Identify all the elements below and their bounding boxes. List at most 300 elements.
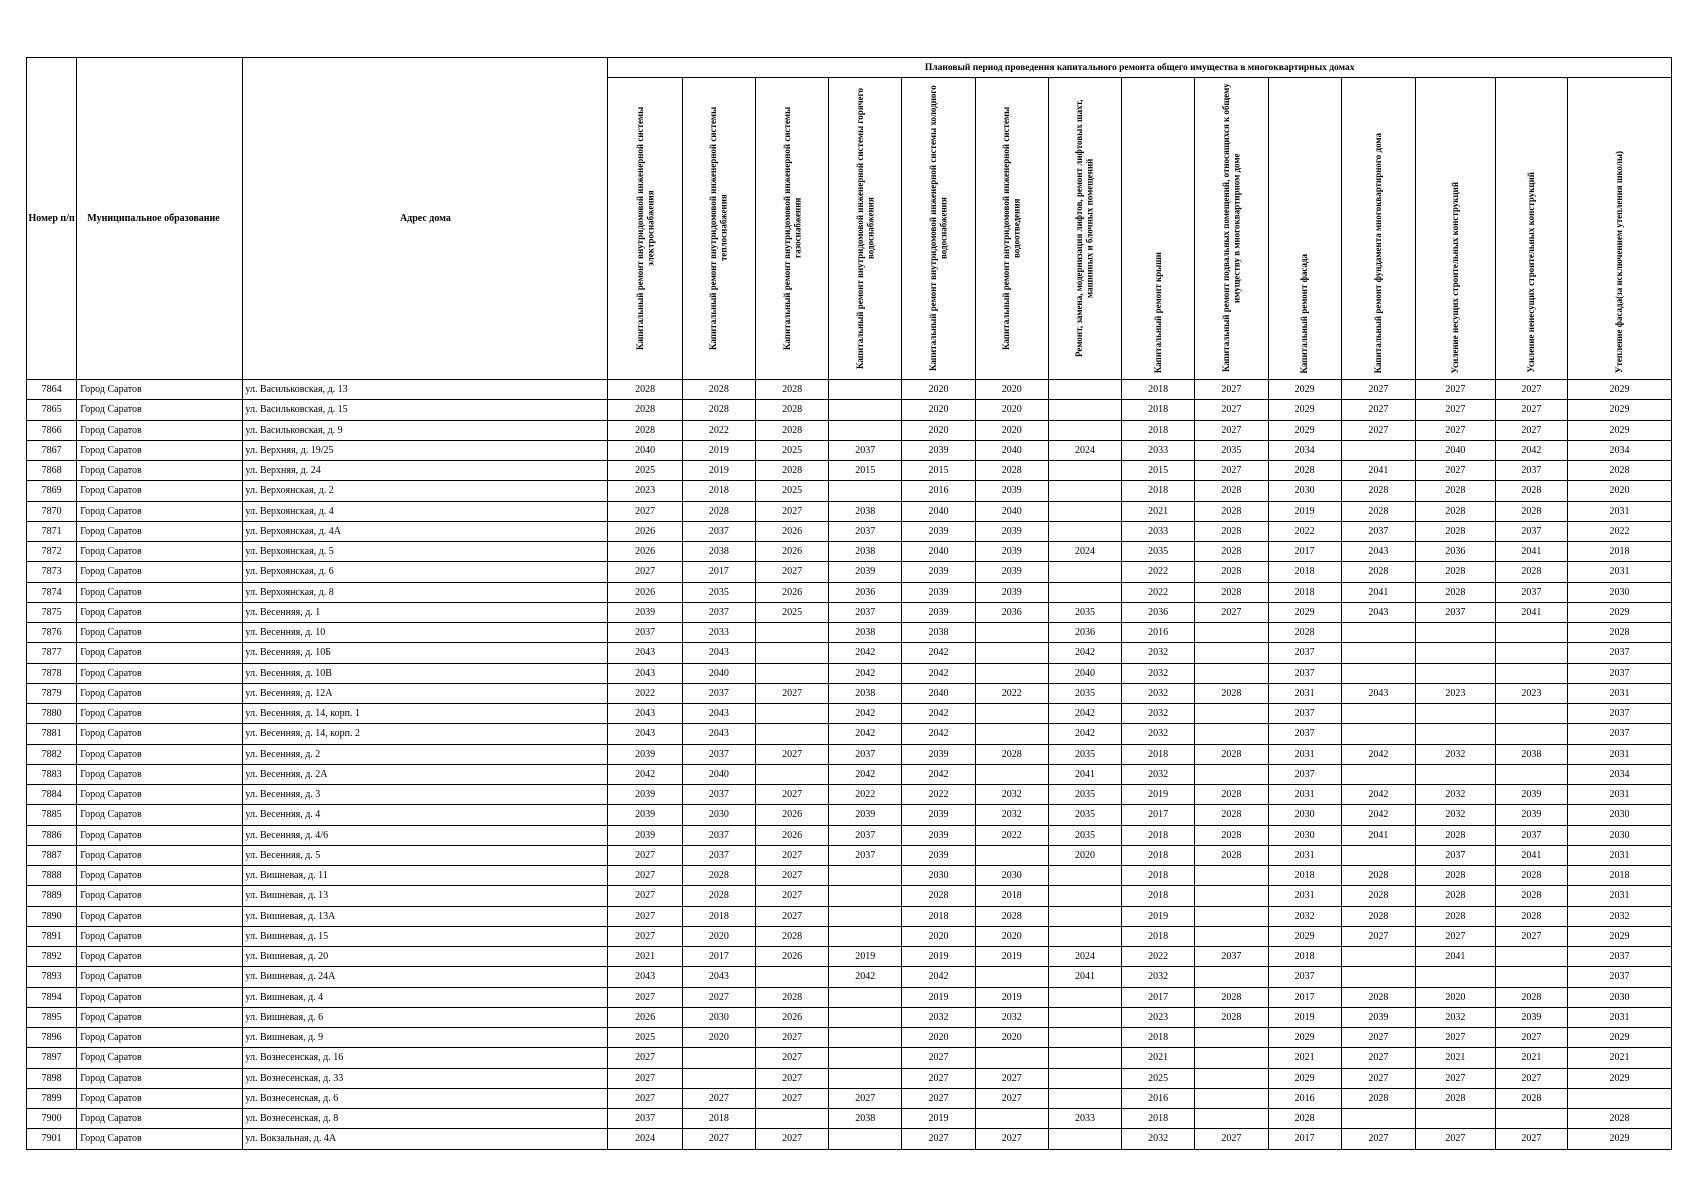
row-year-cell: 2022 — [829, 785, 902, 805]
row-number: 7872 — [27, 542, 77, 562]
row-year-cell: 2032 — [1122, 663, 1195, 683]
row-year-cell: 2028 — [1195, 683, 1268, 703]
table-row — [27, 744, 1672, 764]
row-year-cell: 2023 — [1122, 1007, 1195, 1027]
row-year-cell: 2042 — [902, 663, 975, 683]
row-year-cell: 2034 — [1268, 440, 1341, 460]
row-year-cell — [829, 1068, 902, 1088]
header-work-label: Усиление несущих строительных конструкций — [1450, 181, 1461, 373]
row-year-cell: 2037 — [682, 521, 755, 541]
row-year-cell: 2037 — [829, 744, 902, 764]
row-year-cell: 2022 — [608, 683, 682, 703]
row-year-cell: 2037 — [1268, 643, 1341, 663]
row-address: ул. Васильковская, д. 15 — [243, 400, 608, 420]
row-year-cell — [829, 906, 902, 926]
row-year-cell: 2028 — [975, 744, 1048, 764]
row-address: ул. Весенняя, д. 12А — [243, 683, 608, 703]
row-year-cell: 2036 — [829, 582, 902, 602]
row-number: 7885 — [27, 805, 77, 825]
row-year-cell: 2026 — [755, 825, 828, 845]
row-number: 7891 — [27, 926, 77, 946]
row-year-cell: 2032 — [975, 785, 1048, 805]
row-municipality: Город Саратов — [77, 724, 243, 744]
row-year-cell: 2026 — [755, 582, 828, 602]
row-year-cell: 2043 — [1341, 683, 1415, 703]
row-year-cell: 2020 — [682, 1028, 755, 1048]
row-year-cell: 2033 — [682, 623, 755, 643]
row-year-cell: 2042 — [902, 724, 975, 744]
header-work-label: Утепление фасада(за исключением утепления школы) — [1614, 150, 1625, 373]
row-year-cell: 2017 — [682, 947, 755, 967]
row-municipality: Город Саратов — [77, 967, 243, 987]
row-number: 7893 — [27, 967, 77, 987]
row-number: 7896 — [27, 1028, 77, 1048]
row-year-cell: 2043 — [608, 643, 682, 663]
row-year-cell: 2027 — [1195, 380, 1268, 400]
row-year-cell: 2028 — [1495, 501, 1567, 521]
row-address: ул. Весенняя, д. 1 — [243, 602, 608, 622]
row-year-cell: 2031 — [1268, 785, 1341, 805]
row-address: ул. Верхоянская, д. 8 — [243, 582, 608, 602]
row-number: 7873 — [27, 562, 77, 582]
row-year-cell: 2042 — [1341, 785, 1415, 805]
row-year-cell — [975, 643, 1048, 663]
row-year-cell: 2027 — [755, 562, 828, 582]
row-year-cell — [1048, 562, 1121, 582]
table-row — [27, 461, 1672, 481]
row-year-cell: 2039 — [902, 582, 975, 602]
row-year-cell: 2032 — [1122, 1129, 1195, 1149]
row-year-cell: 2042 — [902, 764, 975, 784]
row-year-cell — [1341, 947, 1415, 967]
row-address: ул. Верхоянская, д. 6 — [243, 562, 608, 582]
row-year-cell: 2028 — [1341, 481, 1415, 501]
row-year-cell: 2032 — [1122, 704, 1195, 724]
row-year-cell: 2043 — [1341, 602, 1415, 622]
row-year-cell: 2037 — [682, 683, 755, 703]
row-year-cell — [682, 1048, 755, 1068]
row-year-cell: 2018 — [975, 886, 1048, 906]
row-year-cell: 2037 — [1567, 967, 1671, 987]
header-work-label: Капитальный ремонт внутридомовой инженерной системы электроснабжения — [634, 106, 656, 350]
row-year-cell: 2030 — [1567, 987, 1671, 1007]
row-year-cell: 2027 — [608, 906, 682, 926]
row-year-cell: 2028 — [1416, 1088, 1496, 1108]
row-year-cell: 2028 — [682, 886, 755, 906]
row-municipality: Город Саратов — [77, 521, 243, 541]
row-year-cell: 2020 — [902, 420, 975, 440]
row-year-cell: 2027 — [755, 1048, 828, 1068]
row-year-cell — [682, 1068, 755, 1088]
row-year-cell: 2021 — [1567, 1048, 1671, 1068]
row-year-cell: 2021 — [1122, 501, 1195, 521]
table-body — [27, 380, 1672, 1150]
row-year-cell: 2029 — [1567, 380, 1671, 400]
row-year-cell: 2032 — [1122, 967, 1195, 987]
row-year-cell — [1048, 501, 1121, 521]
row-year-cell: 2037 — [1268, 704, 1341, 724]
row-municipality: Город Саратов — [77, 1109, 243, 1129]
row-year-cell: 2043 — [682, 967, 755, 987]
row-year-cell: 2037 — [1495, 825, 1567, 845]
table-row — [27, 1007, 1672, 1027]
row-year-cell: 2042 — [1048, 724, 1121, 744]
header-work-label: Капитальный ремонт крыши — [1152, 251, 1163, 373]
row-year-cell — [755, 623, 828, 643]
row-year-cell — [1048, 400, 1121, 420]
row-year-cell: 2027 — [902, 1048, 975, 1068]
table-row — [27, 906, 1672, 926]
row-year-cell — [1195, 1088, 1268, 1108]
row-year-cell: 2023 — [1416, 683, 1496, 703]
row-year-cell: 2027 — [902, 1088, 975, 1108]
row-year-cell: 2021 — [1122, 1048, 1195, 1068]
row-number: 7880 — [27, 704, 77, 724]
row-year-cell: 2018 — [1567, 866, 1671, 886]
row-year-cell — [1341, 845, 1415, 865]
row-year-cell: 2028 — [1495, 562, 1567, 582]
row-year-cell: 2018 — [1122, 744, 1195, 764]
row-year-cell: 2043 — [682, 724, 755, 744]
row-year-cell — [1341, 704, 1415, 724]
row-year-cell: 2026 — [755, 542, 828, 562]
row-year-cell: 2019 — [975, 987, 1048, 1007]
row-address: ул. Вознесенская, д. 33 — [243, 1068, 608, 1088]
row-year-cell — [755, 663, 828, 683]
row-address: ул. Весенняя, д. 5 — [243, 845, 608, 865]
row-year-cell: 2038 — [829, 623, 902, 643]
row-year-cell: 2024 — [1048, 440, 1121, 460]
row-year-cell: 2032 — [1268, 906, 1341, 926]
row-year-cell — [829, 926, 902, 946]
row-year-cell: 2043 — [608, 967, 682, 987]
row-year-cell — [975, 704, 1048, 724]
row-year-cell: 2037 — [1416, 845, 1496, 865]
table-row — [27, 825, 1672, 845]
row-year-cell: 2027 — [682, 1088, 755, 1108]
header-address: Адрес дома — [243, 58, 608, 380]
row-year-cell — [1495, 643, 1567, 663]
row-year-cell: 2038 — [829, 542, 902, 562]
row-address: ул. Вишневая, д. 13А — [243, 906, 608, 926]
row-municipality: Город Саратов — [77, 420, 243, 440]
row-year-cell: 2020 — [1567, 481, 1671, 501]
row-year-cell: 2043 — [608, 704, 682, 724]
row-year-cell: 2019 — [902, 1109, 975, 1129]
row-year-cell: 2031 — [1268, 683, 1341, 703]
row-year-cell — [829, 380, 902, 400]
row-year-cell — [1195, 704, 1268, 724]
row-year-cell: 2019 — [902, 987, 975, 1007]
row-year-cell: 2019 — [1268, 1007, 1341, 1027]
row-year-cell: 2017 — [1122, 805, 1195, 825]
row-year-cell: 2028 — [1416, 501, 1496, 521]
row-year-cell: 2020 — [1048, 845, 1121, 865]
row-year-cell — [1341, 764, 1415, 784]
header-work-label: Капитальный ремонт внутридомовой инженерной системы теплоснабжения — [708, 106, 729, 350]
row-year-cell: 2027 — [1341, 380, 1415, 400]
row-year-cell: 2028 — [1416, 825, 1496, 845]
row-address: ул. Вокзальная, д. 4А — [243, 1129, 608, 1149]
row-address: ул. Верхоянская, д. 2 — [243, 481, 608, 501]
row-year-cell: 2027 — [1341, 1068, 1415, 1088]
header-work-label: Капитальный ремонт подвальных помещений, относящихся к общему имуществу в многоквартирном доме — [1220, 83, 1242, 373]
row-year-cell: 2032 — [902, 1007, 975, 1027]
row-year-cell: 2025 — [755, 440, 828, 460]
row-year-cell: 2028 — [755, 987, 828, 1007]
row-year-cell — [1048, 380, 1121, 400]
row-year-cell: 2026 — [755, 947, 828, 967]
row-year-cell: 2031 — [1567, 562, 1671, 582]
row-year-cell: 2029 — [1567, 602, 1671, 622]
table-row — [27, 805, 1672, 825]
row-year-cell — [1416, 1109, 1496, 1129]
row-year-cell: 2017 — [1268, 1129, 1341, 1149]
row-year-cell: 2019 — [902, 947, 975, 967]
row-year-cell: 2039 — [1341, 1007, 1415, 1027]
row-municipality: Город Саратов — [77, 987, 243, 1007]
row-year-cell: 2018 — [1122, 926, 1195, 946]
row-year-cell: 2020 — [975, 400, 1048, 420]
row-year-cell: 2027 — [1495, 1068, 1567, 1088]
table-row — [27, 785, 1672, 805]
row-year-cell: 2018 — [1122, 1028, 1195, 1048]
row-year-cell: 2027 — [755, 1028, 828, 1048]
row-year-cell — [829, 866, 902, 886]
row-municipality: Город Саратов — [77, 380, 243, 400]
row-year-cell — [1048, 906, 1121, 926]
row-number: 7868 — [27, 461, 77, 481]
row-year-cell: 2027 — [608, 562, 682, 582]
row-number: 7883 — [27, 764, 77, 784]
row-year-cell: 2038 — [829, 1109, 902, 1129]
table-row — [27, 1048, 1672, 1068]
row-number: 7874 — [27, 582, 77, 602]
row-year-cell: 2026 — [755, 805, 828, 825]
row-municipality: Город Саратов — [77, 440, 243, 460]
row-year-cell: 2025 — [608, 1028, 682, 1048]
row-year-cell: 2026 — [608, 542, 682, 562]
row-year-cell: 2028 — [1341, 1088, 1415, 1108]
row-year-cell: 2029 — [1567, 1028, 1671, 1048]
table-row — [27, 562, 1672, 582]
row-municipality: Город Саратов — [77, 663, 243, 683]
row-year-cell: 2037 — [829, 602, 902, 622]
row-year-cell: 2029 — [1268, 1028, 1341, 1048]
row-year-cell: 2033 — [1122, 521, 1195, 541]
header-work-label: Капитальный ремонт фундамента многоквартирного дома — [1373, 132, 1384, 373]
row-number: 7897 — [27, 1048, 77, 1068]
row-number: 7867 — [27, 440, 77, 460]
row-address: ул. Вишневая, д. 15 — [243, 926, 608, 946]
row-year-cell — [1416, 663, 1496, 683]
row-year-cell: 2033 — [1048, 1109, 1121, 1129]
row-municipality: Город Саратов — [77, 845, 243, 865]
row-year-cell — [1341, 440, 1415, 460]
row-year-cell: 2035 — [1048, 825, 1121, 845]
row-year-cell — [975, 764, 1048, 784]
row-year-cell: 2018 — [682, 1109, 755, 1129]
header-work-label: Капитальный ремонт внутридомовой инженерной системы газоснабжения — [781, 106, 803, 350]
row-year-cell: 2027 — [682, 987, 755, 1007]
row-year-cell: 2027 — [1416, 380, 1496, 400]
row-year-cell — [975, 1048, 1048, 1068]
row-year-cell — [1048, 582, 1121, 602]
row-municipality: Город Саратов — [77, 764, 243, 784]
row-year-cell: 2015 — [829, 461, 902, 481]
row-year-cell: 2027 — [1495, 926, 1567, 946]
row-year-cell: 2027 — [682, 1129, 755, 1149]
row-year-cell: 2027 — [608, 987, 682, 1007]
row-year-cell: 2030 — [975, 866, 1048, 886]
row-year-cell: 2027 — [1495, 420, 1567, 440]
row-year-cell — [1048, 886, 1121, 906]
row-year-cell: 2027 — [755, 906, 828, 926]
row-year-cell — [1048, 1007, 1121, 1027]
row-municipality: Город Саратов — [77, 947, 243, 967]
row-municipality: Город Саратов — [77, 400, 243, 420]
row-year-cell: 2017 — [1268, 542, 1341, 562]
row-year-cell — [1048, 1048, 1121, 1068]
row-year-cell: 2034 — [1567, 764, 1671, 784]
row-year-cell: 2035 — [1122, 542, 1195, 562]
row-year-cell: 2031 — [1567, 785, 1671, 805]
row-year-cell: 2031 — [1268, 845, 1341, 865]
row-year-cell: 2018 — [1122, 886, 1195, 906]
row-year-cell: 2029 — [1268, 926, 1341, 946]
row-year-cell: 2029 — [1567, 926, 1671, 946]
row-year-cell: 2042 — [829, 764, 902, 784]
row-year-cell — [1416, 967, 1496, 987]
row-year-cell: 2039 — [902, 440, 975, 460]
table-row — [27, 1088, 1672, 1108]
row-year-cell — [829, 1028, 902, 1048]
row-year-cell: 2022 — [1268, 521, 1341, 541]
table-row — [27, 602, 1672, 622]
row-year-cell — [1416, 724, 1496, 744]
row-number: 7864 — [27, 380, 77, 400]
row-year-cell: 2018 — [1268, 947, 1341, 967]
row-year-cell: 2037 — [1268, 663, 1341, 683]
row-year-cell: 2018 — [682, 481, 755, 501]
row-year-cell: 2028 — [1195, 562, 1268, 582]
row-year-cell: 2020 — [975, 926, 1048, 946]
row-year-cell: 2027 — [975, 1068, 1048, 1088]
row-year-cell: 2039 — [975, 582, 1048, 602]
row-year-cell: 2032 — [1567, 906, 1671, 926]
row-year-cell — [1495, 764, 1567, 784]
row-year-cell: 2032 — [1122, 683, 1195, 703]
row-year-cell: 2032 — [1416, 1007, 1496, 1027]
row-year-cell — [1195, 926, 1268, 946]
row-year-cell: 2020 — [902, 380, 975, 400]
row-year-cell: 2030 — [682, 805, 755, 825]
row-number: 7882 — [27, 744, 77, 764]
row-year-cell: 2043 — [682, 704, 755, 724]
row-year-cell: 2026 — [608, 521, 682, 541]
row-year-cell — [829, 420, 902, 440]
row-year-cell: 2035 — [1048, 744, 1121, 764]
row-year-cell: 2037 — [1567, 704, 1671, 724]
header-work-7 — [1048, 78, 1121, 380]
row-year-cell: 2027 — [608, 1048, 682, 1068]
row-year-cell — [1416, 643, 1496, 663]
table-row — [27, 1068, 1672, 1088]
row-year-cell: 2028 — [975, 906, 1048, 926]
row-year-cell: 2042 — [1048, 704, 1121, 724]
row-municipality: Город Саратов — [77, 1007, 243, 1027]
row-year-cell: 2028 — [755, 400, 828, 420]
row-year-cell: 2028 — [1195, 987, 1268, 1007]
table-row — [27, 643, 1672, 663]
row-year-cell: 2040 — [902, 683, 975, 703]
row-year-cell: 2032 — [1416, 785, 1496, 805]
row-year-cell: 2036 — [1416, 542, 1496, 562]
row-year-cell: 2037 — [682, 602, 755, 622]
table-row — [27, 683, 1672, 703]
row-year-cell: 2042 — [829, 663, 902, 683]
row-address: ул. Вишневая, д. 13 — [243, 886, 608, 906]
header-work-label: Капитальный ремонт внутридомовой инженерной системы горячего водоснабжения — [854, 87, 876, 369]
row-year-cell — [1048, 461, 1121, 481]
row-year-cell: 2043 — [682, 643, 755, 663]
row-year-cell: 2041 — [1048, 967, 1121, 987]
row-year-cell: 2042 — [1048, 643, 1121, 663]
row-year-cell — [1495, 704, 1567, 724]
row-address: ул. Весенняя, д. 10 — [243, 623, 608, 643]
row-year-cell: 2021 — [1495, 1048, 1567, 1068]
row-year-cell: 2018 — [1567, 542, 1671, 562]
row-municipality: Город Саратов — [77, 562, 243, 582]
row-year-cell: 2037 — [1567, 663, 1671, 683]
header-work-label: Капитальный ремонт внутридомовой инженерной системы водоотведения — [1001, 106, 1022, 350]
row-year-cell: 2035 — [1048, 602, 1121, 622]
row-year-cell: 2027 — [755, 1088, 828, 1108]
row-number: 7876 — [27, 623, 77, 643]
table-row — [27, 987, 1672, 1007]
row-year-cell: 2027 — [755, 785, 828, 805]
row-year-cell — [1416, 764, 1496, 784]
row-year-cell: 2028 — [1416, 866, 1496, 886]
row-municipality: Город Саратов — [77, 886, 243, 906]
row-year-cell: 2037 — [1268, 764, 1341, 784]
row-year-cell: 2027 — [1195, 461, 1268, 481]
row-year-cell: 2024 — [1048, 947, 1121, 967]
row-year-cell: 2028 — [1416, 521, 1496, 541]
row-year-cell: 2028 — [608, 420, 682, 440]
row-year-cell: 2037 — [1268, 724, 1341, 744]
row-year-cell: 2037 — [1495, 461, 1567, 481]
header-planned-period: Плановый период проведения капитального ремонта общего имущества в многоквартирных домах — [608, 58, 1672, 78]
row-year-cell: 2028 — [1268, 1109, 1341, 1129]
row-year-cell: 2028 — [682, 400, 755, 420]
row-year-cell: 2028 — [755, 380, 828, 400]
row-year-cell: 2037 — [1495, 521, 1567, 541]
row-year-cell: 2032 — [1122, 643, 1195, 663]
row-year-cell — [1048, 866, 1121, 886]
row-year-cell: 2042 — [829, 967, 902, 987]
row-year-cell: 2027 — [1341, 1028, 1415, 1048]
row-year-cell: 2028 — [1195, 1007, 1268, 1027]
header-work-10 — [1268, 78, 1341, 380]
row-year-cell: 2028 — [755, 926, 828, 946]
row-year-cell: 2028 — [1341, 906, 1415, 926]
row-year-cell: 2037 — [1495, 582, 1567, 602]
table-row — [27, 521, 1672, 541]
row-year-cell: 2037 — [1567, 643, 1671, 663]
row-year-cell: 2028 — [1341, 866, 1415, 886]
row-number: 7869 — [27, 481, 77, 501]
